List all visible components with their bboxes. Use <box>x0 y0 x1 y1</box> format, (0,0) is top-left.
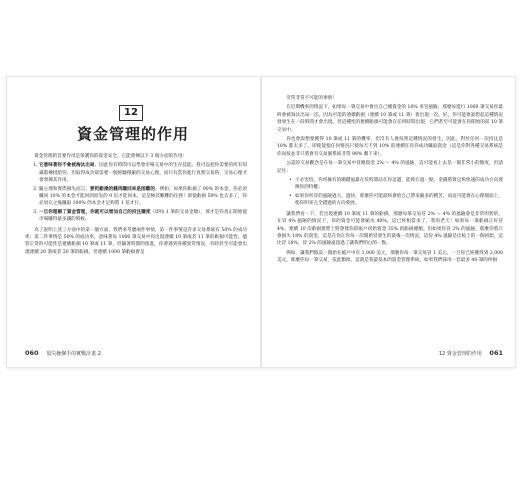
point-1: 1. 它意味著你不會被淘汰出局。因此你有時間可以學會市場交易中的生存技能。我可以把你需要的所有知識都傳授給你，但取得成功卻需要一個經驗積累的交易心理，而只有當你進行真實交易時，交易心理才會發揮其作用。 <box>39 162 247 184</box>
body-paragraph: 為了說明上述三方面中的第一個方面，我們來考慮兩件事情，第一件事情是許多交易系統有 50% 的成功率；第二件事情是 50% 的成功率，意味著每 1000 筆交易中你出現連續 10 筆或者 11 筆的虧損可能性。儘管正常的可能性是連續虧損 10 筆或 11 筆，但隨著時間的推進，你會遇到各種異常情況，有時甚至可能會出現連續 20 筆或者 30 筆的虧損。但連續 1000 筆虧損會是 <box>25 227 247 255</box>
left-footer <box>25 349 101 357</box>
points-list <box>25 162 247 223</box>
paragraph: 非常非常不可能的事情！ <box>286 96 337 101</box>
bullet-item: • 不必害怕，你所擁有的關鍵風暴在於時間站在你這邊，能夠在過一點，金錢將會足夠快速的成功方向發揮你的特權； <box>295 177 503 192</box>
paragraph: 讓我們看一下，若出現連續 10 筆或 11 筆的虧損，那麼每筆交易冒 2% ～ 4% 的風險會是非常明智的，在冒 4% 風險的情況下，你的資金可能會縮水 40%，這已經相當多了，我的老天！如果每一筆虧損正好冒 4%，連續 10 次虧損實際上將會使你的賬戶初始資金 35% 的虧損總額。但如果你冒 2% 的風險，那麼你將只會損失 18% 的資金，這是在你在你每一次開始冒發生的最後一次情況，這份 4% 風險是比較上的一個初始，這比冒 18%，冒 2% 的風險遠超過了讓我們明白的一點。 <box>277 211 503 247</box>
chapter-title: 資金管理的作用 <box>76 125 189 143</box>
paragraph: 你也會說想要獲得 10 筆或 11 筆的機率，但沒有人會按照這種情況的發生，因此，對於任何一次投注是 10% 都太多了，即使能使任何情況只使每天不到 10% 的連續在你你成功賺取資金（這是你對各種交易系統是你而按並非只將會有交易個系統非常 98% 剩下來）。 <box>277 137 503 157</box>
right-page <box>263 77 515 367</box>
book-spread <box>6 76 516 368</box>
left-page <box>7 77 259 367</box>
page-number: 060 <box>25 349 39 357</box>
paragraph: 例如，讓我們假設一開始在帳戶中有 1,000 美元，那麼你每一筆交易冒 1 美元。一旦你已經獲得到 2,000 美元，那麼你每一筆交易，依此類推。這就是我最基本的資金管理系統，如果我們採用一套最多 40 筆的停損 <box>277 250 503 264</box>
book-gutter <box>260 77 262 367</box>
paragraph: 在近期機率的情況下，如果每一筆交易中會出自己總資金的 10% 來冒風險，那麼每進行 1000 筆交易你最終會被淘汰出局一次。因為可能的連續虧損（連續 10 筆或 11 筆）會出現一次。好，你可能會說想起這種情況發發生在一段時間才會出現，但這種性的連續虧損可能會在任何時間出現，它們甚至可能會在你開始的前 10 筆交易中。 <box>277 105 503 133</box>
bullet-list <box>277 177 503 208</box>
left-body <box>25 153 247 258</box>
running-title: 頂尖操盤手的實戰計畫 2 <box>46 350 101 357</box>
intro-paragraph: 資金管理的首要作用是保護你的資金安全。它能發揮以下 3 個方面的作用： <box>34 154 188 159</box>
point-3: 3. 一旦你理解了資金管理，你就可以增加自己的投注賺度（即每 1 筆的交易金額），那才是你真正開始從市場賺得最多錢的時候。 <box>39 209 247 224</box>
chapter-number: 12 <box>119 105 143 121</box>
running-title: 12 資金管理的作用 <box>438 350 482 357</box>
point-2: 2. 隨心理和實際損失而言，要把虧損的錢再賺回來是困難的。例如，如果你虧損了 90% 的本金，你必須賺回 10% 的本金才能回到原先的 9 倍才能回本，這是極其艱難的任務！即使虧損 50% 也太多了，你必須在之後賺取 100% 的本金才足夠將 1 倍才行。 <box>39 186 247 208</box>
page-number: 061 <box>489 349 503 357</box>
right-body <box>277 95 503 267</box>
paragraph: 公認的交易觀念是在每一筆交易中冒總資金 2% ～ 4% 的風險，這可能看上去是一個非常小的額度，但請記住： <box>277 161 503 174</box>
right-footer <box>439 349 503 357</box>
bullet-item: • 如果你所冒的風險過大，過快，那麼你可能最終會給自己帶來嚴多的精苦，而這可能會在心理層面上，使你明來完全錯過的方向發展。 <box>295 193 503 208</box>
